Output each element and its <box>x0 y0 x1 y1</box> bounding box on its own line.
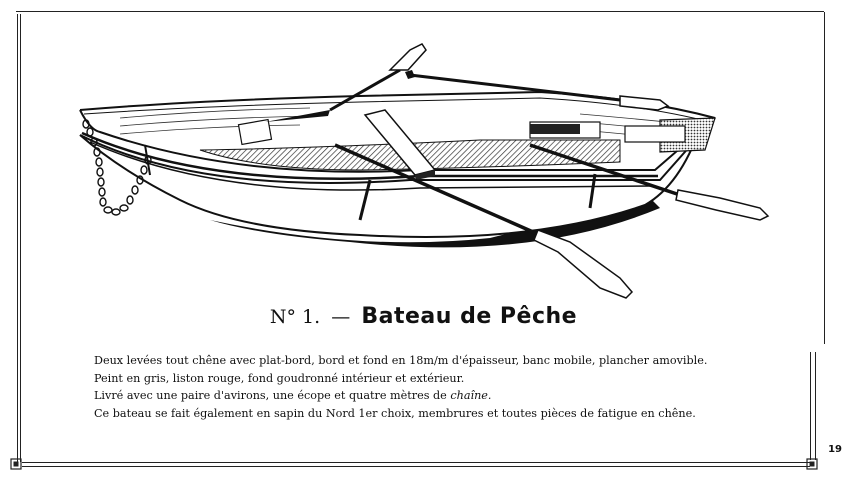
title-dash: — <box>331 306 351 328</box>
description-line-3 <box>94 387 794 405</box>
frame-right-line-lower <box>810 352 811 460</box>
frame-bottom-line-2 <box>22 466 810 467</box>
page-number: 19 <box>828 444 842 455</box>
fishing-boat-illustration <box>60 30 780 305</box>
page-title <box>0 304 847 329</box>
description-line-3-text: Livré avec une paire d'avirons, une écope et quatre mètres de <box>94 389 451 402</box>
corner-ornament-bottom-right <box>806 458 818 470</box>
corner-ornament-bottom-left <box>10 458 22 470</box>
description-line-1: Deux levées tout chêne avec plat-bord, bord et fond en 18m/m d'épaisseur, banc mobile, plancher amovible. <box>94 354 708 367</box>
frame-left-line <box>17 14 18 462</box>
description-block <box>94 352 794 422</box>
frame-bottom-line <box>22 462 810 463</box>
frame-left-line-inner <box>20 14 21 462</box>
frame-right-line-lower-2 <box>815 352 816 460</box>
boat-name: Bateau de Pêche <box>361 304 578 329</box>
frame-top-line <box>16 11 824 12</box>
description-line-3-italic: chaîne. <box>450 389 492 402</box>
description-line-2: Peint en gris, liston rouge, fond goudronné intérieur et extérieur. <box>94 371 465 385</box>
description-line-4: Ce bateau se fait également en sapin du Nord 1er choix, membrures et toutes pièces de fatigue en chêne. <box>94 406 696 420</box>
catalog-number: N° 1. <box>269 306 321 328</box>
frame-right-line <box>824 12 825 344</box>
